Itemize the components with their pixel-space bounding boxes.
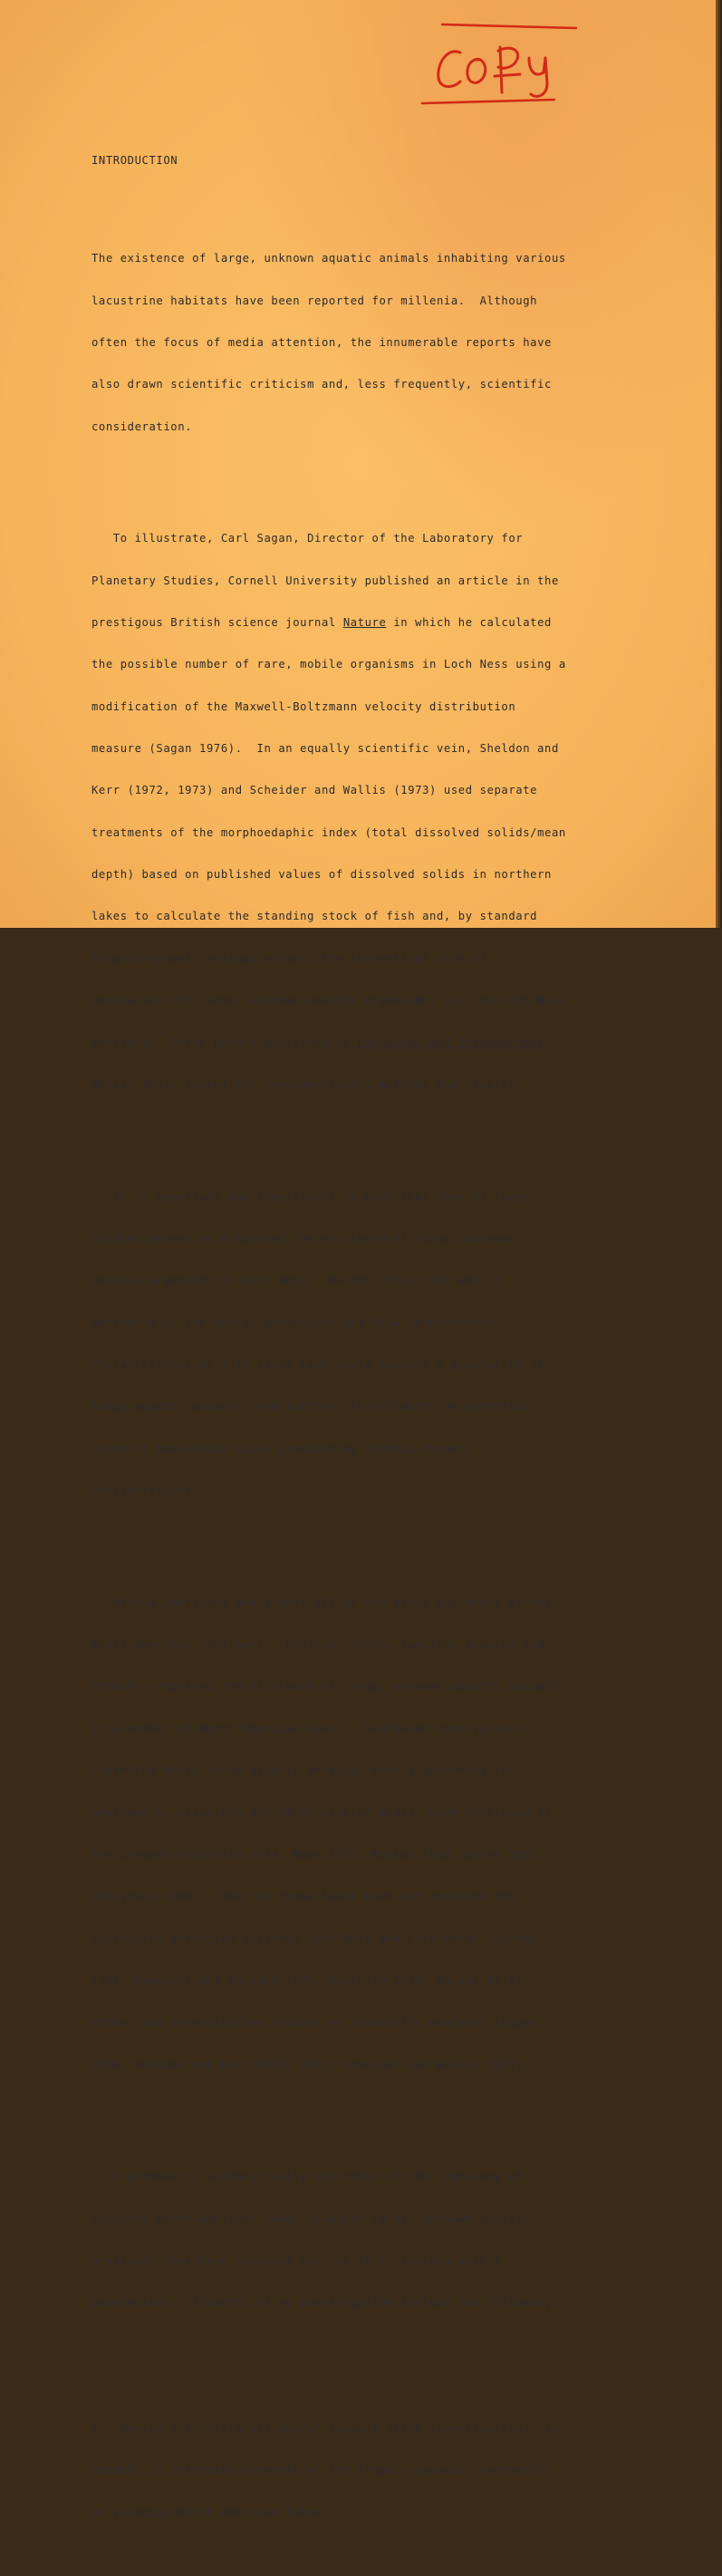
- text-line: North American continent---English, Dutch, Swedish, Spanish and: [91, 1638, 545, 1652]
- text-line: populations of large, unknown aquatic organisms, ie, the Loch Ness: [91, 994, 566, 1008]
- paragraph-2: [91, 504, 671, 1120]
- text-line: large aquatic animals, and further, to estimate the potential: [91, 1400, 531, 1413]
- list-item-1: [91, 2394, 671, 2548]
- text-line: 1961, Campbell and Solomon 1973, Costello 1974, Mackal 1976),: [91, 1973, 531, 1987]
- text-line: lacustrine habitats have been reported for millenia. Although: [91, 294, 538, 307]
- paragraph-3: [91, 1163, 671, 1527]
- text-line: organisms have been reported can, in fact, sustain viable: [91, 2253, 502, 2267]
- text-line: 1976, Sheldon and Kerr 1972, 1973, Scheider and Wallis 1973).: [91, 2058, 531, 2071]
- text-line: [91, 1037, 671, 1050]
- text-line: 1) Review the literature and/or conduct field investigations, as: [91, 2421, 559, 2435]
- text-line: the possible number of rare, mobile organisms in Loch Ness using a: [91, 658, 566, 671]
- text-line: To illustrate, Carl Sagan, Director of the Laboratory for: [91, 532, 524, 545]
- text-line: considerations.: [91, 1484, 200, 1498]
- text-line: [91, 616, 671, 630]
- text-line: populations. Elements of my investigation include the following:: [91, 2296, 559, 2310]
- text-fragment: prestigous British science journal: [91, 615, 343, 629]
- text-line: in a number of North American lakes. Scattered observations: [91, 1722, 524, 1735]
- paragraph-1: [91, 224, 671, 462]
- text-fragment: in which he calculated: [386, 615, 552, 629]
- text-line: Native Americans and almost all of the early explorers of the: [91, 1596, 552, 1609]
- journal-title-limnology: Limnology and Oceanography: [357, 1036, 545, 1049]
- text-line: needed, to determine elements of the trophic-dynamics energetics: [91, 2464, 552, 2477]
- paragraph-4: [91, 1568, 671, 2100]
- text-line: trophic-dynamic extrapolations, the theoretical size of: [91, 951, 487, 965]
- text-line: either via investigative studies or scientific analyses (Sagan: [91, 2016, 538, 2030]
- text-line: studies proved or disproved the existence of large, unknown: [91, 1231, 516, 1245]
- text-line: regarding these large aquatic animals, mostly appearing in: [91, 1764, 509, 1778]
- text-line: selected North American lakes in which large, unknown aquatic: [91, 2212, 531, 2225]
- copy-stamp: [419, 16, 582, 111]
- text-line: characteristic of this large loch could support a population of: [91, 1357, 545, 1371]
- document-body: [91, 126, 671, 2576]
- text-line: the present (Costello 1974, Moon 1977, Mackal 1980, Roush 1987,: [91, 1848, 545, 1861]
- text-line: The existence of large, unknown aquatic animals inhabiting various: [91, 252, 566, 265]
- text-line: newspapers, magazines and other popular media, have continued to: [91, 1806, 552, 1819]
- text-line: consideration.: [91, 420, 193, 433]
- text-line: Zarzynski 1988). Most of these lakes have not received the: [91, 1890, 516, 1904]
- text-line: also drawn scientific criticism and, less frequently, scientific: [91, 378, 552, 391]
- text-line: lakes to calculate the standing stock of fish and, by standard: [91, 910, 538, 923]
- text-line: range of population sizes provided by trophic-dynamic: [91, 1442, 473, 1455]
- text-line: of selected North American lakes.: [91, 2505, 329, 2519]
- text-line: often the focus of media attention, the innumerable reports have: [91, 335, 552, 349]
- text-fragment: monsters. Three papers published in: [91, 1036, 358, 1049]
- text-line: French---reported the existance of large, unknown aquatic animals: [91, 1680, 559, 1693]
- text-line: aquatic organisms in Loch Ness. Rather, their aim was to: [91, 1274, 502, 1288]
- paragraph-5: [91, 2142, 671, 2338]
- text-line: It is important and significant to note that none of these: [91, 1190, 531, 1203]
- text-line: depth) based on published values of dissolved solids in northern: [91, 868, 552, 882]
- text-line: I propose to scientifically determine if the limnology of: [91, 2170, 524, 2184]
- text-line: treatments of the morphoedaphic index (total dissolved solids/mean: [91, 825, 566, 839]
- journal-title-nature: Nature: [342, 615, 387, 629]
- section-heading: INTRODUCTION: [91, 153, 178, 167]
- page-edge: [716, 0, 722, 928]
- text-line: Planetary Studies, Cornell University published an article in the: [91, 574, 559, 587]
- text-line: Kerr (1972, 1973) and Scheider and Wallis (1973) used separate: [91, 784, 538, 797]
- text-line: measure (Sagan 1976). In an equally scientific vein, Sheldon and: [91, 742, 559, 756]
- text-line: detail their scientific considerations, methods and results.: [91, 1077, 524, 1091]
- text-line: determine if the energy production and flow compartments: [91, 1316, 495, 1329]
- text-line: scientific attention accorded Loch Ness and Loch Morar (Burton: [91, 1932, 538, 1945]
- text-line: modification of the Maxwell-Boltzmann velocity distribution: [91, 699, 516, 713]
- copy-stamp-icon: [419, 16, 582, 111]
